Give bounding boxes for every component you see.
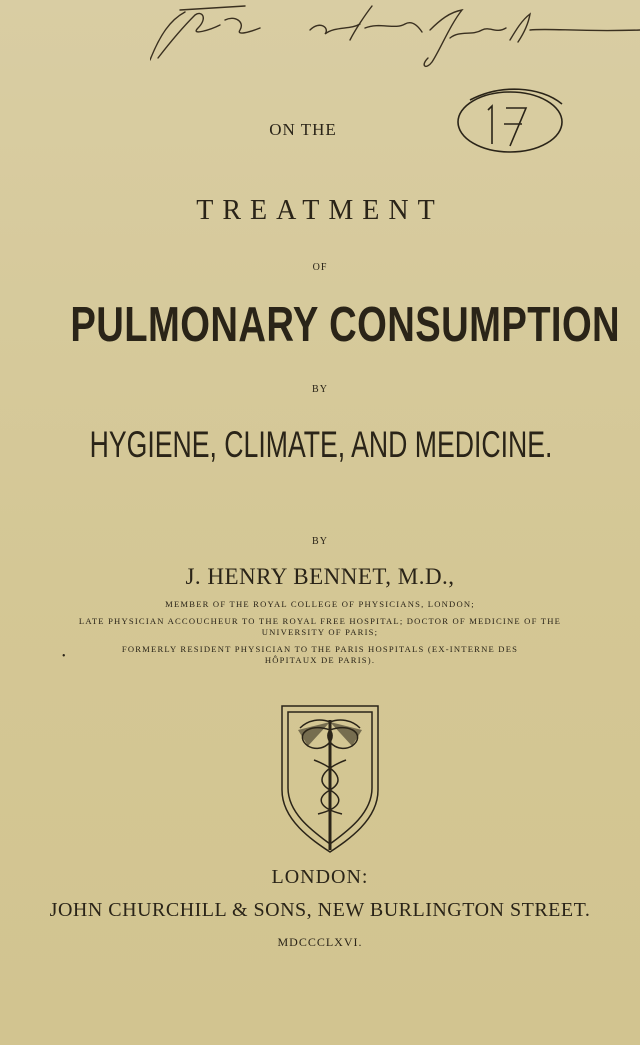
publisher-imprint: JOHN CHURCHILL & SONS, NEW BURLINGTON STREET. (49, 899, 591, 921)
on-the-text: ON THE (269, 120, 337, 139)
author-credential: UNIVERSITY OF PARIS; (261, 627, 379, 637)
handwritten-signature (150, 0, 640, 80)
ink-mark: • (62, 651, 66, 662)
author-credential: HÔPITAUX DE PARIS). (264, 655, 376, 665)
by-author-text: BY (312, 536, 328, 547)
circled-17-stamp (440, 80, 580, 160)
book-title: PULMONARY CONSUMPTION (70, 298, 621, 352)
treatment-heading: TREATMENT (196, 195, 444, 226)
author-credential: MEMBER OF THE ROYAL COLLEGE OF PHYSICIANS, LONDON; (165, 599, 475, 609)
book-subtitle: HYGIENE, CLIMATE, AND MEDICINE. (89, 424, 553, 465)
of-text: OF (312, 262, 328, 273)
by-text: BY (312, 384, 328, 395)
publication-date: MDCCCLXVI. (277, 935, 363, 949)
author-name: J. HENRY BENNET, M.D., (185, 564, 455, 589)
city-imprint: LONDON: (271, 866, 369, 888)
author-credential: FORMERLY RESIDENT PHYSICIAN TO THE PARIS HOSPITALS (EX-INTERNE DES (121, 644, 519, 654)
author-credential: LATE PHYSICIAN ACCOUCHEUR TO THE ROYAL FREE HOSPITAL; DOCTOR OF MEDICINE OF THE (78, 616, 562, 626)
caduceus-printers-device (278, 700, 382, 855)
